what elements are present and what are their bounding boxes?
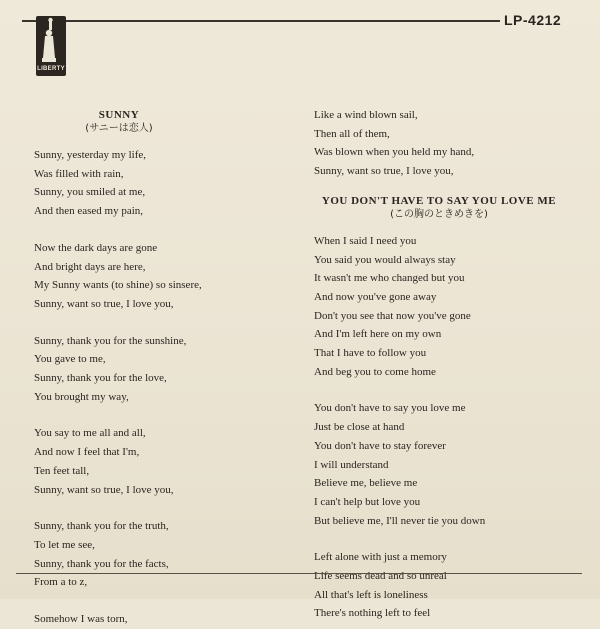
song1-lyrics: [34, 146, 284, 629]
lyric-line: Ten feet tall,: [34, 464, 90, 477]
lyric-line: You gave to me,: [34, 353, 106, 366]
lyric-line: All that's left is loneliness: [314, 588, 428, 601]
top-rule: [22, 20, 500, 22]
lyric-line: Sunny, want so true, I love you,: [34, 483, 174, 496]
stanza-break: [314, 530, 584, 548]
lyric-line: Sunny, thank you for the truth,: [34, 520, 169, 533]
song2-lyrics: [314, 232, 584, 623]
lyric-line: Just be close at hand: [314, 421, 405, 434]
catalog-number: LP-4212: [504, 12, 562, 28]
left-column: [34, 108, 284, 629]
song1-lyrics-continued: [314, 106, 584, 181]
lyric-line: Now the dark days are gone: [34, 241, 158, 254]
lyric-line: Sunny, yesterday my life,: [34, 149, 147, 161]
song1-subtitle: (サニーは恋人): [85, 123, 153, 134]
stanza-break: [34, 406, 284, 424]
lyric-line: Sunny, want so true, I love you,: [34, 297, 174, 310]
lyric-line: It wasn't me who changed but you: [314, 272, 465, 285]
stanza-break: [34, 592, 284, 610]
lyric-line: Was blown when you held my hand,: [314, 146, 475, 159]
lyric-line: You say to me all and all,: [34, 427, 146, 440]
lyric-line: I can't help but love you: [314, 495, 421, 508]
lyric-line: You brought my way,: [34, 390, 129, 403]
stanza-break: [34, 221, 284, 239]
lyric-line: And now I feel that I'm,: [34, 446, 140, 459]
song2-title: YOU DON'T HAVE TO SAY YOU LOVE ME: [321, 194, 557, 207]
lyric-line: Like a wind blown sail,: [314, 109, 418, 121]
lyric-line: Then all of them,: [314, 127, 390, 140]
logo-label: LIBERTY: [37, 66, 65, 72]
lyric-line: And then eased my pain,: [34, 205, 144, 218]
lyric-line: And I'm left here on my own: [314, 328, 442, 341]
lyric-line: You said you would always stay: [314, 253, 456, 266]
lyric-line: I will understand: [314, 458, 389, 471]
lyric-line: That I have to follow you: [314, 347, 427, 360]
lyric-line: Sunny, want so true, I love you,: [314, 165, 454, 178]
lyric-line: Sunny, you smiled at me,: [34, 186, 146, 199]
stanza-break: [314, 381, 584, 399]
bottom-rule: [16, 573, 582, 574]
stanza-break: [34, 499, 284, 517]
song2-subtitle: (この胸のときめきを): [390, 208, 488, 220]
lyric-line: Sunny, thank you for the love,: [34, 372, 167, 385]
lyric-line: Believe me, believe me: [314, 477, 418, 490]
liberty-logo: [36, 16, 66, 76]
lyric-line: But believe me, I'll never tie you down: [314, 514, 486, 527]
song1-title: SUNNY: [98, 109, 140, 121]
lyric-line: To let me see,: [34, 538, 95, 551]
lyric-line: Life seems dead and so unreal: [314, 570, 447, 583]
lyric-line: Sunny, thank you for the facts,: [34, 557, 169, 570]
lyric-line: When I said I need you: [314, 234, 417, 247]
lyric-line: You don't have to stay forever: [314, 439, 446, 452]
lyric-line: Don't you see that now you've gone: [314, 309, 471, 322]
lyric-line: Somehow I was torn,: [34, 613, 128, 626]
lyric-line: From a to z,: [34, 576, 88, 589]
lyric-line: Left alone with just a memory: [314, 551, 447, 564]
stanza-break: [34, 314, 284, 332]
lyric-line: And bright days are here,: [34, 260, 146, 273]
lyric-line: There's nothing left to feel: [314, 607, 431, 620]
lyric-line: You don't have to say you love me: [314, 402, 466, 415]
lyric-line: My Sunny wants (to shine) so sinsere,: [34, 279, 202, 292]
lyric-line: And beg you to come home: [314, 365, 436, 378]
lyric-line: Sunny, thank you for the sunshine,: [34, 334, 187, 347]
lyric-line: And now you've gone away: [314, 290, 437, 303]
lyric-line: Was filled with rain,: [34, 167, 124, 180]
right-column: [314, 106, 584, 623]
